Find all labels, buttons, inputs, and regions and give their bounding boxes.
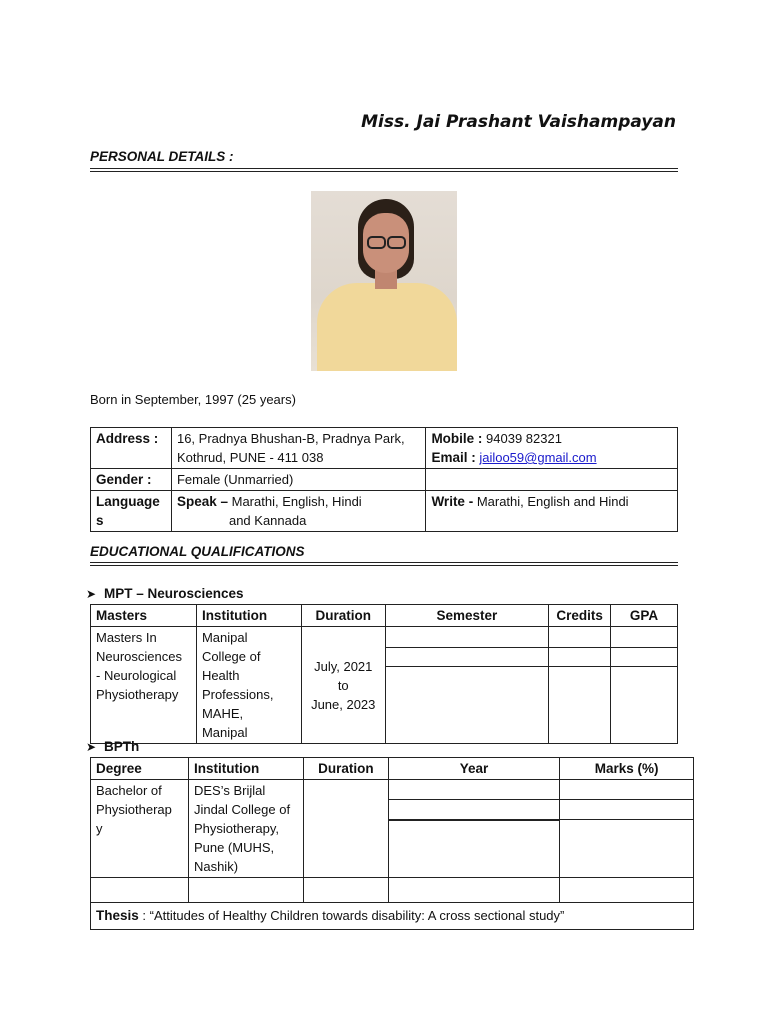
degree-cell: Masters In Neurosciences - Neurological Physiotherapy xyxy=(91,627,197,744)
arrow-bullet-icon: ➤ xyxy=(86,587,97,601)
birth-info: Born in September, 1997 (25 years) xyxy=(90,392,296,407)
year-cell xyxy=(388,799,560,820)
duration-cell xyxy=(303,780,388,878)
column-header: Semester xyxy=(385,605,548,627)
contact-cell xyxy=(426,428,678,469)
section-divider xyxy=(90,562,678,566)
mobile-value: 94039 82321 xyxy=(482,431,562,446)
empty-cell xyxy=(560,878,694,903)
column-header: Duration xyxy=(301,605,385,627)
table-row xyxy=(91,627,678,648)
marks-cell xyxy=(560,799,694,820)
column-header: Institution xyxy=(196,605,301,627)
candidate-name: Miss. Jai Prashant Vaishampayan xyxy=(361,112,676,132)
languages-label: Language s xyxy=(91,491,172,532)
table-row xyxy=(91,780,694,800)
speak-value-cont: and Kannada xyxy=(228,513,307,528)
mpt-heading: ➤ MPT – Neurosciences xyxy=(86,586,244,601)
duration-cell: July, 2021 to June, 2023 xyxy=(301,627,385,744)
empty-cell xyxy=(388,878,560,903)
column-header: GPA xyxy=(611,605,678,627)
thesis-label: Thesis xyxy=(96,908,139,923)
arrow-bullet-icon: ➤ xyxy=(86,740,97,754)
personal-details-table xyxy=(90,427,678,532)
empty-cell xyxy=(303,878,388,903)
table-row xyxy=(91,491,678,532)
year-cell xyxy=(388,820,560,878)
gpa-cell xyxy=(611,627,678,648)
column-header: Year xyxy=(388,758,560,780)
mobile-label: Mobile : xyxy=(431,431,483,446)
section-divider xyxy=(90,168,678,172)
column-header: Credits xyxy=(549,605,611,627)
speak-cell xyxy=(171,491,425,532)
thesis-value: : “Attitudes of Healthy Children towards disability: A cross sectional study” xyxy=(138,908,565,923)
speak-label: Speak – xyxy=(176,494,229,509)
table-header-row xyxy=(91,758,694,780)
mpt-table xyxy=(90,604,678,744)
gpa-cell xyxy=(611,667,678,744)
institution-cell: Manipal College of Health Professions, MAHE, Manipal xyxy=(196,627,301,744)
semester-cell xyxy=(385,627,548,648)
address-label: Address : xyxy=(91,428,172,469)
gpa-cell xyxy=(611,647,678,667)
column-header: Institution xyxy=(188,758,303,780)
table-row xyxy=(91,469,678,491)
speak-value: Marathi, English, Hindi xyxy=(228,494,362,509)
credits-cell xyxy=(549,647,611,667)
semester-cell xyxy=(385,647,548,667)
column-header: Marks (%) xyxy=(560,758,694,780)
email-link[interactable]: jailoo59@gmail.com xyxy=(479,450,597,465)
table-row xyxy=(91,878,694,903)
address-line-1: 16, Pradnya Bhushan-B, Pradnya Park, xyxy=(176,431,405,446)
write-cell xyxy=(426,491,678,532)
marks-cell xyxy=(560,780,694,800)
column-header: Masters xyxy=(91,605,197,627)
marks-cell xyxy=(560,820,694,878)
year-cell xyxy=(388,780,560,800)
credits-cell xyxy=(549,667,611,744)
bpt-table xyxy=(90,757,694,930)
gender-value: Female (Unmarried) xyxy=(171,469,425,491)
education-heading: EDUCATIONAL QUALIFICATIONS xyxy=(90,544,305,559)
email-label: Email : xyxy=(431,450,476,465)
personal-details-heading: PERSONAL DETAILS : xyxy=(90,149,234,164)
column-header: Duration xyxy=(303,758,388,780)
gender-label: Gender : xyxy=(91,469,172,491)
column-header: Degree xyxy=(91,758,189,780)
address-value xyxy=(171,428,425,469)
empty-cell xyxy=(91,878,189,903)
semester-cell xyxy=(385,667,548,744)
bpt-heading: ➤ BPTh xyxy=(86,739,140,754)
write-value: Marathi, English and Hindi xyxy=(473,494,629,509)
table-row xyxy=(91,903,694,930)
thesis-cell xyxy=(91,903,694,930)
credits-cell xyxy=(549,627,611,648)
empty-cell xyxy=(188,878,303,903)
institution-cell: DES’s Brijlal Jindal College of Physiotherapy, Pune (MUHS, Nashik) xyxy=(188,780,303,878)
degree-cell: Bachelor of Physiotherap y xyxy=(91,780,189,878)
table-row xyxy=(91,428,678,469)
address-line-2: Kothrud, PUNE - 411 038 xyxy=(176,450,324,465)
write-label: Write - xyxy=(431,494,474,509)
table-header-row xyxy=(91,605,678,627)
empty-cell xyxy=(426,469,678,491)
profile-photo xyxy=(311,191,457,371)
